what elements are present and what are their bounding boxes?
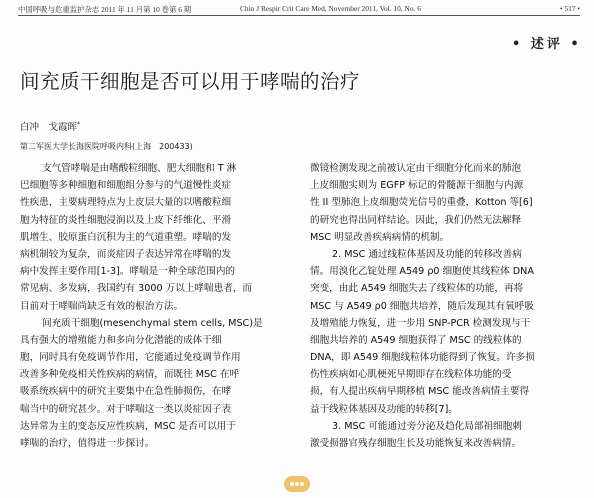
chat-dot xyxy=(290,482,294,486)
author-mark: * xyxy=(77,120,81,128)
text-line: 突变，由此 A549 细胞失去了线粒体的功能，再将 xyxy=(310,283,524,295)
text-line: 上皮细胞实则为 EGFP 标记的骨髓源干细胞与内源 xyxy=(310,180,524,192)
affiliation: 第二军医大学长海医院呼吸内科(上海 200433) xyxy=(20,142,193,151)
authors xyxy=(20,119,80,133)
text-line: 伤性疾病如心肌梗死早期即存在线粒体功能的受 xyxy=(310,369,512,381)
text-line: 及增殖能力恢复，进一步用 SNP-PCR 检测发现与干 xyxy=(310,317,531,329)
text-line: 喘当中的研究甚少。对于哮喘这一类以炎症因子表 xyxy=(20,403,232,415)
text-line: 目前对于哮喘尚缺乏有效的根治方法。 xyxy=(20,300,184,312)
text-line: 支气管哮喘是由嗜酸粒细胞、肥大细胞和 T 淋 xyxy=(42,163,237,174)
text-line: 2. MSC 通过线粒体基因及功能的转移改善病 xyxy=(332,248,522,260)
header-rule xyxy=(18,15,580,16)
author-names: 白冲 戈霞晖 xyxy=(20,122,78,133)
left-column-body xyxy=(20,160,282,452)
page-number: • 517 • xyxy=(560,4,580,13)
text-line: 胞为特征的炎性细胞浸润以及上皮下纤维化、平滑 xyxy=(20,214,232,226)
text-line: 细胞共培养的 A549 细胞获得了 MSC 的线粒体的 xyxy=(310,334,522,346)
text-line: 改善多种免疫相关性疾病的病情，而既往 MSC 在呼 xyxy=(20,369,240,381)
chat-bubble-icon[interactable] xyxy=(284,476,310,492)
text-line: MSC 明显改善疾病病情的机制。 xyxy=(310,231,450,243)
text-line: 达异常为主的变态反应性疾病，MSC 是否可以用于 xyxy=(20,420,236,432)
text-line: 具有强大的增殖能力和多向分化潜能的成体干细 xyxy=(20,334,222,346)
text-line: 哮喘的治疗，值得进一步探讨。 xyxy=(20,438,155,449)
text-line: 常见病、多发病，我国约有 3000 万以上哮喘患者，而 xyxy=(20,283,252,295)
text-line: MSC 与 A549 ρ0 细胞共培养，随后发现其有氧呼吸 xyxy=(310,300,534,312)
article-title: 间充质干细胞是否可以用于哮喘的治疗 xyxy=(20,70,361,93)
text-line: 的研究也得出同样结论。因此，我们仍然无法解释 xyxy=(310,214,522,226)
text-line: 3. MSC 可能通过旁分泌及趋化局部祖细胞刺 xyxy=(332,420,522,432)
text-line: DNA，即 A549 细胞线粒体功能得到了恢复。许多损 xyxy=(310,352,535,364)
text-line: 肌增生、胶原蛋白沉积为主的气道重塑。哮喘的发 xyxy=(20,231,232,243)
chat-dot xyxy=(295,482,299,486)
text-line: 间充质干细胞(mesenchymal stem cells, MSC)是 xyxy=(42,317,263,329)
right-column-body xyxy=(310,160,578,452)
text-line: 情。用溴化乙锭处理 A549 ρ0 细胞使其线粒体 DNA xyxy=(310,266,534,278)
text-line: 胞，同时具有免疫调节作用，它能通过免疫调节作用 xyxy=(20,352,241,364)
text-line: 吸系统疾病中的研究主要集中在急性肺损伤，在哮 xyxy=(20,386,232,398)
chat-dot xyxy=(300,482,304,486)
text-line: 益于线粒体基因及功能的转移[7]。 xyxy=(310,403,458,415)
text-line: 激受损器官残存细胞生长及功能恢复来改善病情。 xyxy=(310,438,522,449)
journal-citation-english: Chin J Respir Crit Care Med, November 2011, Vol. 10, No. 6 xyxy=(240,4,421,13)
text-line: 病机制较为复杂，而炎症因子表达异常在哮喘的发 xyxy=(20,248,232,260)
text-line: 损，有人提出疾病早期移植 MSC 能改善病情主要得 xyxy=(310,386,530,398)
column-label: • 述评 • xyxy=(512,37,582,52)
text-line: 性 II 型肺泡上皮细胞荧光信号的重叠，Kotton 等[6] xyxy=(310,197,533,209)
text-line: 巴细胞等多种细胞和细胞组分参与的气道慢性炎症 xyxy=(20,180,232,192)
text-line: 病中发挥主要作用[1-3]。哮喘是一种全球范围内的 xyxy=(20,266,236,278)
text-line: 性疾患，主要病理特点为上皮层大量的以嗜酸粒细 xyxy=(20,197,232,209)
text-line: 微镜检测发现之前被认定由干细胞分化而来的肺泡 xyxy=(310,163,522,174)
journal-citation-chinese: 中国呼吸与危重监护杂志 2011 年 11 月第 10 卷第 6 期 xyxy=(18,5,192,14)
